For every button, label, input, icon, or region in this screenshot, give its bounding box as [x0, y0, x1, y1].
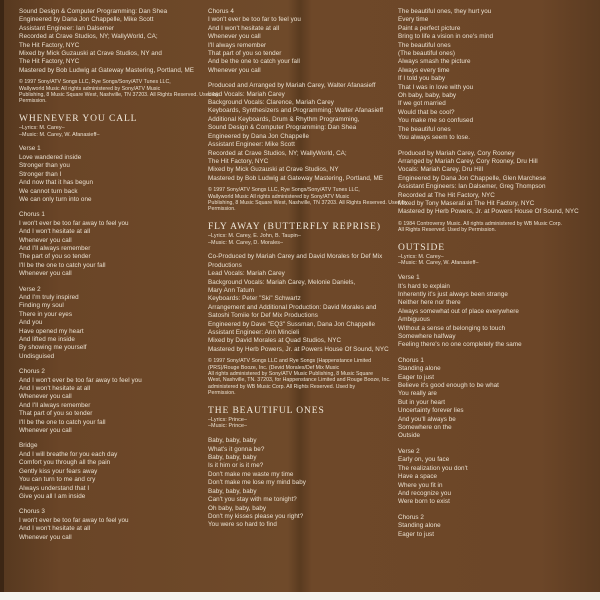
text-line: Don't make me lose my mind baby [208, 479, 306, 487]
production-credits [398, 150, 584, 217]
text-line: Mastered by Bob Ludwig at Gateway Mastering, Portland, ME [19, 66, 195, 74]
text-line: Don't make me waste my time [208, 470, 294, 478]
text-line: Uncertainty forever lies [398, 407, 464, 415]
text-line: Produced by Mariah Carey, Cory Rooney [398, 149, 515, 157]
text-line: The realization you don't [398, 464, 468, 472]
text-line: Inherently it's just always been strange [398, 290, 508, 298]
text-line: The beautiful ones [398, 125, 451, 133]
text-line: Mixed by Mick Guzauski at Crave Studios, NY [208, 166, 339, 174]
text-line: The Hit Factory, NYC [208, 157, 269, 165]
text-line: Engineered by Dana Jon Chappelle, Glen Marchese [398, 174, 546, 182]
text-line: Eager to just [398, 530, 435, 538]
songwriter-credits [19, 125, 191, 139]
copyright-notice [19, 79, 219, 105]
text-line: Additional Keyboards, Drum & Rhythm Programming, [208, 115, 360, 123]
text-line: You always seem to lose. [398, 134, 471, 142]
lyric-block [398, 8, 584, 143]
text-line: I'll be the one to catch your fall [19, 418, 106, 426]
text-line: The part of you so tender [19, 253, 91, 261]
lyric-block [19, 517, 191, 542]
lyric-block [398, 522, 584, 539]
text-line: Background Vocals: Mariah Carey, Melonie Daniels, [208, 278, 356, 286]
lyric-block [19, 220, 191, 279]
text-line: Don't my kisses please you right? [208, 512, 304, 520]
text-line: Standing alone [398, 365, 441, 373]
text-line: Undisguised [19, 352, 55, 360]
text-line: Whenever you call [19, 236, 72, 244]
text-line: That I was in love with you [398, 83, 474, 91]
column-left [19, 8, 219, 542]
text-line: Recorded at Crave Studios, NY; WallyWorld, CA; [19, 33, 158, 41]
text-line: Mastered by Herb Powers, Jr. at Powers House Of Sound, NYC [208, 345, 389, 353]
text-line: Stronger than you [19, 162, 70, 170]
text-line: The beautiful ones, they hurt you [398, 8, 492, 15]
text-line: Keyboards: Peter "Ski" Schwartz [208, 295, 301, 303]
text-line: Satoshi Tomiie for Def Mix Productions [208, 312, 318, 320]
text-line: And I will breathe for you each day [19, 450, 118, 458]
text-line: Mastered by Bob Ludwig at Gateway Mastering, Portland, ME [208, 174, 384, 182]
text-line: Arrangement and Additional Production: David Morales and [208, 303, 377, 311]
text-line: Always smash the picture [398, 58, 471, 66]
text-line: What's it gonna be? [208, 445, 265, 453]
text-line: Baby, baby, baby [208, 487, 257, 495]
chorus-label: Chorus 2 [19, 368, 45, 376]
text-line: Baby, baby, baby [208, 437, 257, 445]
text-line: That part of you so tender [208, 50, 282, 58]
text-line: By showing me yourself [19, 344, 87, 352]
text-line: Oh baby, baby, baby [398, 92, 457, 100]
text-line: And you'll always be [398, 415, 456, 423]
text-line: And lifted me inside [19, 336, 75, 343]
text-line: © 1984 Controversy Music. All rights administered by WB Music Corp. [398, 220, 563, 227]
text-line: Permission. [208, 390, 236, 397]
bridge-label: Bridge [19, 442, 38, 450]
text-line: Engineered by Dana Jon Chappelle [208, 132, 310, 140]
text-line: The beautiful ones [398, 41, 451, 49]
text-line: –Music: M. Carey, D. Morales– [208, 239, 284, 246]
text-line: Ambiguous [398, 316, 430, 324]
text-line: Wallyworld Music All rights administered by Sony/ATV Music [19, 85, 161, 92]
text-line: Whenever you call [19, 393, 72, 401]
text-line: Outside [398, 432, 421, 440]
text-line: I won't ever be too far away to feel you [19, 219, 129, 227]
text-line: –Lyrics: M. Carey– [398, 253, 444, 260]
text-line: You can turn to me and cry [19, 476, 96, 484]
text-line: Whenever you call [208, 66, 261, 74]
text-line: Vocals: Mariah Carey, Dru Hill [398, 166, 484, 174]
text-line: The Hit Factory, NYC [19, 58, 80, 66]
text-line: We can only turn into one [19, 195, 92, 203]
text-line: Always understand that I [19, 484, 90, 492]
text-line: Mixed by Tony Maserati at The Hit Factory, NYC [398, 199, 535, 207]
text-line: All Rights Reserved. Used by Permission. [398, 227, 497, 234]
chorus-label: Chorus 1 [19, 211, 45, 219]
text-line: Neither here nor there [398, 299, 461, 307]
text-line: Finding my soul [19, 302, 64, 310]
production-credits [208, 253, 389, 354]
chorus-label: Chorus 3 [19, 508, 45, 516]
text-line: Were born to exist [398, 498, 450, 506]
text-line: Somewhere halfway [398, 333, 456, 340]
songwriter-credits [398, 254, 584, 268]
lyric-block [19, 451, 191, 501]
text-line: If we got married [398, 100, 446, 108]
chorus-label: Chorus 1 [398, 356, 424, 364]
text-line: –Music: M. Carey, W. Afanasieff– [19, 131, 100, 138]
text-line: And I won't hesitate at all [19, 525, 91, 533]
text-line: Can't you stay with me tonight? [208, 496, 297, 504]
text-line: And recognize you [398, 489, 452, 497]
text-line: Feeling there's no one completely the same [398, 341, 522, 349]
text-line: And now that it has begun [19, 179, 94, 187]
text-line: –Lyrics: M. Carey, E. John, B. Taupin– [208, 232, 301, 239]
text-line: Whenever you call [208, 33, 261, 41]
text-line: Lead Vocals: Mariah Carey [208, 90, 285, 98]
text-line: Assistant Engineer: Mike Scott [208, 141, 295, 149]
text-line: Recorded at Crave Studios, NY; WallyWorld, CA; [208, 149, 347, 157]
text-line: Bring to life a vision in one's mind [398, 33, 494, 41]
text-line: Every time [398, 16, 429, 24]
text-line: Stronger than I [19, 170, 62, 178]
text-line: Engineered by Dana Jon Chappelle, Mike Scott [19, 16, 154, 24]
text-line: And be the one to catch your fall [208, 58, 300, 66]
text-line: Sound Design & Computer Programming: Dan Shea [19, 8, 168, 15]
verse-label: Verse 1 [19, 145, 41, 153]
lyric-block [19, 377, 191, 436]
text-line: Comfort you through all the pain [19, 459, 111, 467]
text-line: Wallyworld Music All rights administered by Sony/ATV Music [208, 193, 350, 200]
text-line: Have a space [398, 473, 438, 481]
text-line: Mary Ann Tatum [208, 286, 255, 294]
copyright-notice [208, 187, 408, 213]
text-line: Paint a perfect picture [398, 24, 461, 32]
text-line: Mixed by David Morales at Quad Studios, NYC [208, 337, 342, 345]
text-line: All rights administered by Sony/ATV Music Publishing, 8 Music Square [208, 371, 374, 378]
text-line: You make me so confused [398, 117, 474, 125]
text-line: I'll always remember [208, 41, 267, 49]
text-line: Give you all I am inside [19, 492, 86, 500]
verse-label: Verse 2 [19, 285, 41, 293]
text-line: Lead Vocals: Mariah Carey [208, 270, 285, 278]
text-line: Have opened my heart [19, 327, 84, 335]
text-line: Permission. [19, 98, 47, 105]
text-line: –Lyrics: M. Carey– [19, 124, 65, 131]
text-line: Believe it's good enough to be what [398, 382, 499, 390]
text-line: Sound Design & Computer Programming: Dan Shea [208, 124, 357, 132]
production-credits [208, 82, 384, 183]
text-line: Would that be cool? [398, 108, 455, 116]
text-line: Eager to just [398, 373, 435, 381]
text-line: Permission. [208, 206, 236, 213]
text-line: I won't ever be too far away to feel you [19, 516, 129, 524]
lyric-block [208, 16, 384, 75]
text-line: (The beautiful ones) [398, 50, 456, 58]
text-line: Assistant Engineer: Ann Mincieli [208, 329, 300, 336]
text-line: Co-Produced by Mariah Carey and David Morales for Def Mix [208, 253, 383, 261]
text-line: © 1997 Sony/ATV Songs LLC, Rye Songs/Sony/ATV Tunes LLC, [208, 187, 360, 194]
text-line: –Music: M. Carey, W. Afanasieff– [398, 260, 479, 267]
text-line: And I won't hesitate at all [208, 24, 280, 32]
text-line: There in your eyes [19, 310, 73, 318]
text-line: Somewhere on the [398, 424, 452, 432]
lyric-block [19, 294, 191, 361]
booklet-bottom-edge [0, 592, 600, 600]
text-line: Publishing, 8 Music Square West, Nashville, TN 37203. All Rights Reserved. Used by [19, 92, 219, 99]
text-line: Publishing, 8 Music Square West, Nashville, TN 37203. All Rights Reserved. Used by [208, 199, 408, 206]
text-line: Recorded at The Hit Factory, NYC [398, 191, 495, 199]
song-title: OUTSIDE [398, 242, 445, 253]
text-line: Love wandered inside [19, 153, 82, 161]
chorus-label: Chorus 2 [398, 513, 424, 521]
text-line: You really are [398, 390, 437, 398]
song-title: WHENEVER YOU CALL [19, 113, 138, 124]
lyric-block [398, 283, 584, 350]
text-line: It's hard to explain [398, 282, 450, 290]
text-line: But in your heart [398, 398, 446, 406]
text-line: Is it him or is it me? [208, 462, 264, 470]
text-line: Always somewhat out of place everywhere [398, 307, 519, 315]
text-line: –Music: Prince– [208, 423, 248, 430]
text-line: That part of you so tender [19, 410, 93, 418]
text-line: Produced and Arranged by Mariah Carey, Walter Afanasieff [208, 82, 376, 90]
text-line: And I won't hesitate at all [19, 228, 91, 236]
text-line: Background Vocals: Clarence, Mariah Carey [208, 99, 334, 107]
lyric-block [398, 456, 584, 506]
text-line: administered by WB Music Corp. All Rights Reserved. Used by [208, 383, 356, 390]
text-line: Mastered by Herb Powers, Jr. at Powers House Of Sound, NYC [398, 208, 579, 216]
songwriter-credits [208, 233, 384, 247]
verse-label: Verse 2 [398, 447, 420, 455]
text-line: West, Nashville, TN. 37203, for Happenstance Limited and Rouge Booze, Inc. [208, 377, 391, 384]
text-line: Whenever you call [19, 270, 72, 278]
song-title: FLY AWAY (BUTTERFLY REPRISE) [208, 221, 381, 232]
chorus-label: Chorus 4 [208, 8, 234, 15]
text-line: And I won't ever be too far away to feel you [19, 376, 142, 384]
text-line: Productions [208, 261, 242, 269]
text-line: We cannot turn back [19, 187, 78, 195]
column-right [398, 8, 584, 539]
text-line: Oh baby, baby, baby [208, 504, 267, 512]
lyric-block [208, 437, 384, 529]
verse-label: Verse 1 [398, 274, 420, 282]
lyric-block [398, 365, 584, 441]
copyright-notice [398, 221, 584, 234]
song-title: THE BEAUTIFUL ONES [208, 405, 325, 416]
text-line: Always every time [398, 66, 450, 74]
text-line: © 1997 Sony/ATV Songs LLC and Rye Songs (Happenstance Limited [208, 358, 372, 365]
text-line: (PRS)/Rouge Booze, Inc. (Devid Morales/Def Mix Music [208, 364, 340, 371]
text-line: –Lyrics: Prince– [208, 416, 247, 423]
text-line: And I'll always remember [19, 244, 91, 252]
text-line: Engineered by Dave "EQ3" Sussman, Dana Jon Chappelle [208, 320, 376, 328]
text-line: © 1997 Sony/ATV Songs LLC, Rye Songs/Sony/ATV Tunes LLC, [19, 79, 171, 86]
lyric-block [19, 154, 191, 204]
credits-top [19, 8, 195, 75]
text-line: If I told you baby [398, 75, 446, 83]
text-line: And I'm truly inspired [19, 293, 79, 301]
text-line: You were so hard to find [208, 521, 277, 529]
text-line: Without a sense of belonging to touch [398, 324, 506, 332]
copyright-notice [208, 358, 391, 397]
text-line: Standing alone [398, 522, 441, 530]
text-line: And I'll always remember [19, 401, 91, 409]
text-line: Gently kiss your fears away [19, 467, 98, 475]
column-middle [208, 8, 408, 530]
text-line: Early on, you face [398, 456, 450, 464]
text-line: Keyboards, Synthesizers and Programming: Walter Afanasieff [208, 107, 384, 115]
booklet-spine-edge [0, 0, 4, 600]
songwriter-credits [208, 417, 384, 431]
text-line: Mixed by Mick Guzauski at Crave Studios, NY and [19, 50, 162, 58]
text-line: And I won't hesitate at all [19, 385, 91, 393]
text-line: Arranged by Mariah Carey, Cory Rooney, Dru Hill [398, 157, 538, 165]
text-line: Baby, baby, baby [208, 454, 257, 462]
text-line: I'll be the one to catch your fall [19, 261, 106, 269]
text-line: Whenever you call [19, 427, 72, 435]
text-line: Assistant Engineers: Ian Dalsemer, Greg Thompson [398, 183, 546, 191]
text-line: Where you fit in [398, 481, 443, 489]
text-line: Assistant Engineer: Ian Dalsemer [19, 24, 115, 32]
text-line: I won't ever be too far to feel you [208, 16, 301, 24]
text-line: Whenever you call [19, 533, 72, 541]
text-line: And you [19, 319, 43, 327]
text-line: The Hit Factory, NYC [19, 41, 80, 49]
